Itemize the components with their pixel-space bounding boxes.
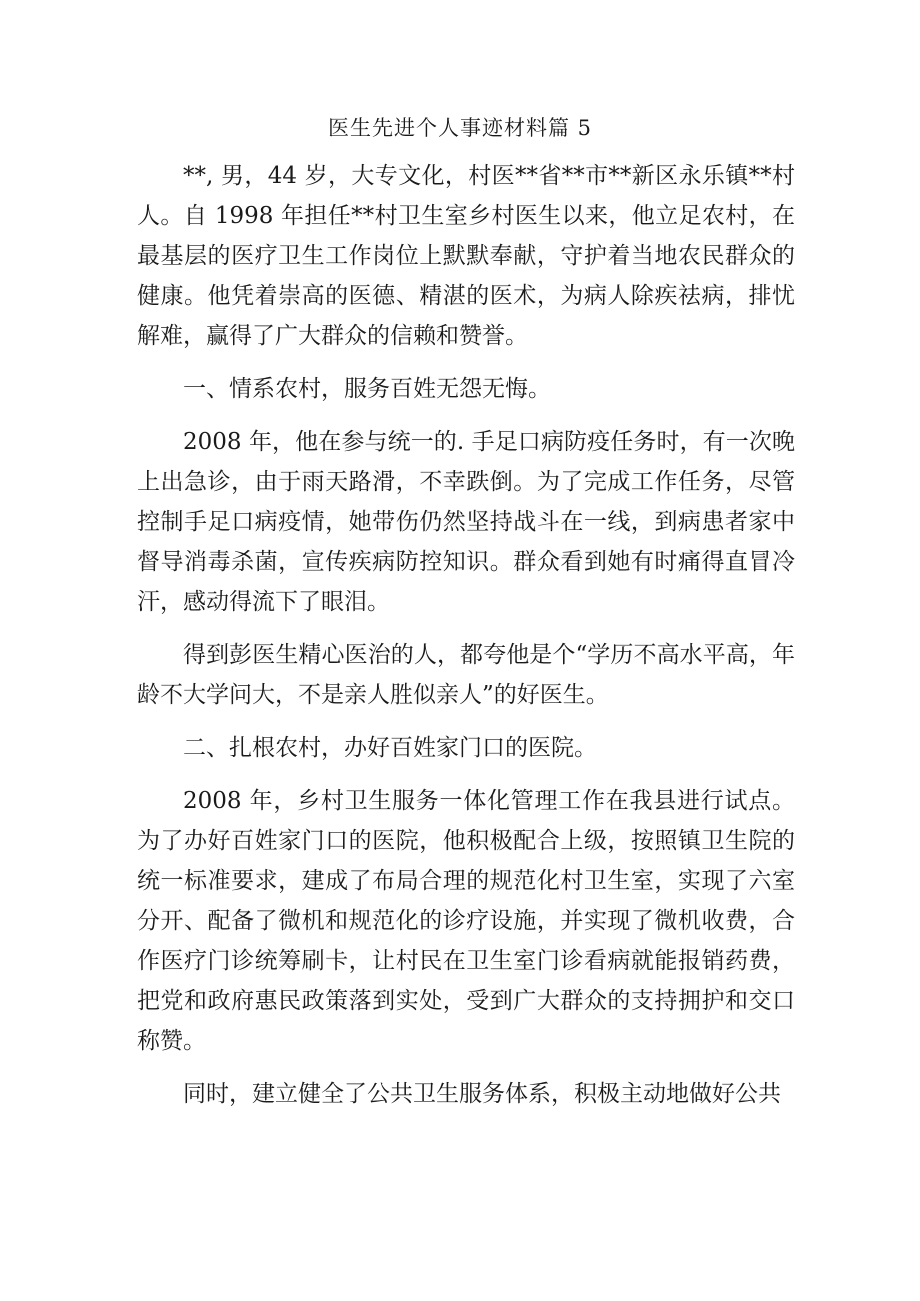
document-body [137,156,795,1127]
section-heading-2: 二、扎根农村，办好百姓家门口的医院。 [183,735,597,761]
document-title: 医生先进个人事迹材料篇 5 [327,116,593,140]
paragraph-public-health: 同时，建立健全了公共卫生服务体系，积极主动地做好公共 [183,1081,781,1107]
section-heading-1: 一、情系农村，服务百姓无怨无悔。 [183,376,551,402]
paragraph-praise: 得到彭医生精心医治的人，都夸他是个“学历不高水平高，年龄不大学问大，不是亲人胜似亲人”的好医生。 [137,642,795,708]
paragraph-2008-epidemic: 2008 年，他在参与统一的. 手足口病防疫任务时，有一次晚上出急诊，由于雨天路滑，不幸跌倒。为了完成工作任务，尽管控制手足口病疫情，她带伤仍然坚持战斗在一线，到病患者家中督导消毒杀菌，宣传疾病防控知识。群众看到她有时痛得直冒冷汗，感动得流下了眼泪。 [137,429,795,615]
paragraph-2008-integration: 2008 年，乡村卫生服务一体化管理工作在我县进行试点。为了办好百姓家门口的医院，他积极配合上级，按照镇卫生院的统一标准要求，建成了布局合理的规范化村卫生室，实现了六室分开、配备了微机和规范化的诊疗设施，并实现了微机收费，合作医疗门诊统筹刷卡，让村民在卫生室门诊看病就能报销药费，把党和政府惠民政策落到实处，受到广大群众的支持拥护和交口称赞。 [137,788,795,1054]
paragraph-intro: **, 男，44 岁，大专文化，村医**省**市**新区永乐镇**村人。自 1998 年担任**村卫生室乡村医生以来，他立足农村，在最基层的医疗卫生工作岗位上默默奉献，守护着当地农民群众的健康。他凭着崇高的医德、精湛的医术，为病人除疾祛病，排忧解难，赢得了广大群众的信赖和赞誉。 [137,163,795,349]
